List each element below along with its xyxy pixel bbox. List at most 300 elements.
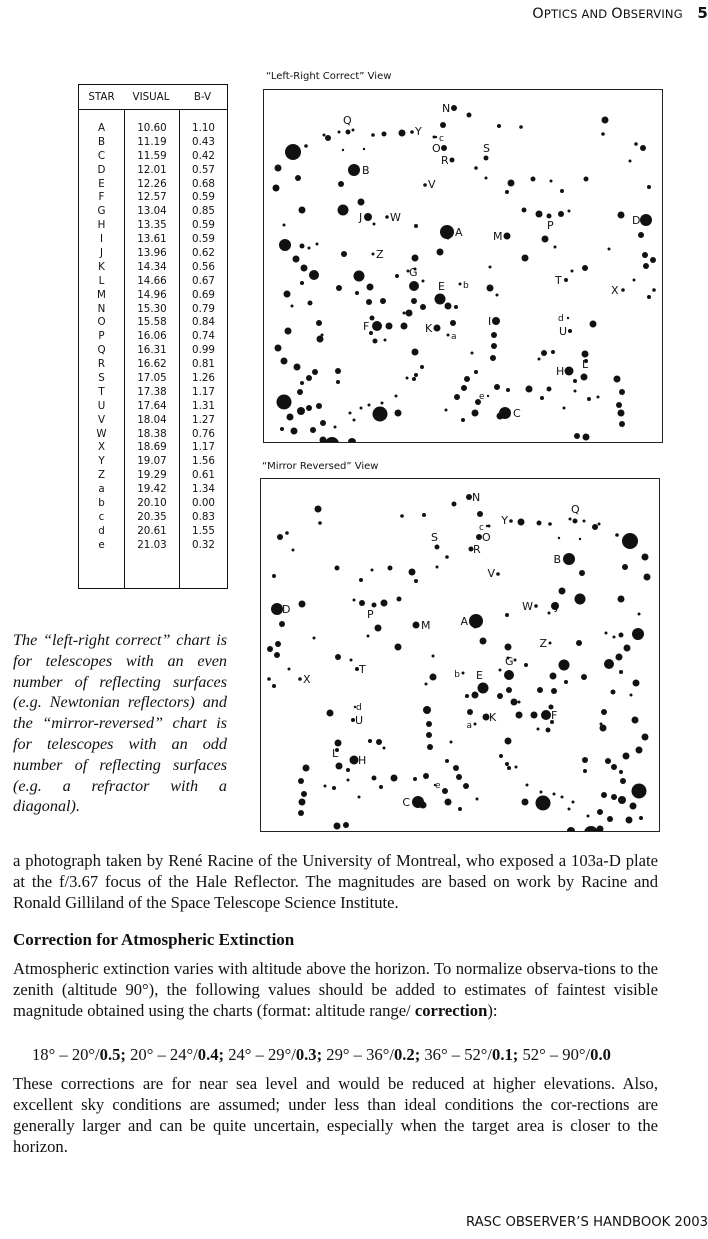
field-star xyxy=(548,612,551,615)
field-star xyxy=(597,826,604,832)
star-label-L: L xyxy=(332,747,339,760)
visual-cell: 13.35 xyxy=(137,219,167,232)
field-star xyxy=(432,655,435,658)
field-star xyxy=(583,520,586,523)
star-label-B: B xyxy=(553,553,561,566)
star-label-R: R xyxy=(441,154,449,167)
field-star xyxy=(515,766,518,769)
field-star xyxy=(426,732,432,738)
field-star xyxy=(373,407,388,422)
star-label-U: U xyxy=(355,714,364,727)
field-star xyxy=(298,810,304,816)
star-D xyxy=(640,214,652,226)
star-label-C: C xyxy=(402,796,410,809)
field-star xyxy=(371,133,375,137)
field-star xyxy=(644,574,651,581)
field-star xyxy=(531,177,536,182)
star-X xyxy=(621,288,625,292)
star-label-P: P xyxy=(367,608,374,621)
field-star xyxy=(453,765,459,771)
field-star xyxy=(454,394,460,400)
field-star xyxy=(336,380,340,384)
field-star xyxy=(395,274,399,278)
field-star xyxy=(522,255,529,262)
star-label-N: N xyxy=(472,491,481,504)
field-star xyxy=(537,687,543,693)
field-star xyxy=(531,712,538,719)
field-star xyxy=(618,596,625,603)
visual-cell: 19.07 xyxy=(137,455,167,468)
field-star xyxy=(563,407,566,410)
running-footer: RASC OBSERVER’S HANDBOOK 2003 xyxy=(466,1215,708,1230)
paragraph-extinction: Atmospheric extinction varies with altitude above the horizon. To normalize observa-tions to the zenith (altitude 90°), the following values should be added to estimates of faintest visible magnitude obtained using the charts (format: altitude range/ correction): xyxy=(13,959,658,1020)
field-star xyxy=(325,135,331,141)
field-star xyxy=(367,284,374,291)
field-star xyxy=(427,744,433,750)
field-star xyxy=(619,670,623,674)
field-star xyxy=(519,125,523,129)
star-label-a: a xyxy=(451,332,457,342)
star-cell: S xyxy=(98,372,105,385)
field-star xyxy=(354,271,365,282)
field-star xyxy=(605,632,608,635)
star-label-I: I xyxy=(426,704,430,717)
star-B xyxy=(563,553,575,565)
field-star xyxy=(597,396,600,399)
bv-cell: 1.34 xyxy=(192,483,215,496)
field-star xyxy=(601,132,605,136)
field-star xyxy=(541,350,547,356)
field-star xyxy=(618,410,625,417)
field-star xyxy=(297,407,305,415)
field-star xyxy=(279,239,291,251)
star-cell: O xyxy=(97,316,106,329)
field-star xyxy=(590,321,597,328)
field-star xyxy=(391,775,398,782)
field-star xyxy=(638,232,644,238)
visual-cell: 13.96 xyxy=(137,247,167,260)
star-label-Y: Y xyxy=(415,125,422,138)
field-star xyxy=(592,524,598,530)
star-label-B: B xyxy=(362,164,370,177)
field-star xyxy=(579,570,585,576)
star-L xyxy=(581,374,588,381)
field-star xyxy=(518,519,525,526)
field-star xyxy=(353,599,356,602)
paragraph-photo-credit: a photograph taken by René Racine of the University of Montreal, who exposed a 103a-D plate at the f/3.67 focus of the Hale Reflector. The magnitudes are based on work by Racine and Ronald Gilliland of the Space Telescope Science Institute. xyxy=(13,851,658,912)
field-star xyxy=(284,291,291,298)
star-X xyxy=(298,677,302,681)
header-visual: VISUAL xyxy=(132,91,170,103)
field-star xyxy=(384,339,387,342)
field-star xyxy=(587,397,591,401)
field-star xyxy=(516,712,523,719)
star-B xyxy=(348,164,360,176)
field-star xyxy=(619,389,625,395)
visual-cell: 17.64 xyxy=(137,399,167,412)
bv-cell: 0.81 xyxy=(192,358,215,371)
field-star xyxy=(575,594,586,605)
field-star xyxy=(381,600,388,607)
field-star xyxy=(316,320,322,326)
field-star xyxy=(632,717,639,724)
star-label-A: A xyxy=(455,226,463,239)
star-label-a: a xyxy=(466,721,472,731)
bv-cell: 1.10 xyxy=(192,122,215,134)
star-G xyxy=(409,281,419,291)
visual-cell: 21.03 xyxy=(137,538,167,551)
field-star xyxy=(338,205,349,216)
field-star xyxy=(414,373,418,377)
field-star xyxy=(300,281,304,285)
field-star xyxy=(634,142,638,146)
star-label-T: T xyxy=(359,663,366,676)
field-star xyxy=(616,654,623,661)
field-star xyxy=(299,601,306,608)
field-star xyxy=(618,796,626,804)
star-cell: B xyxy=(97,135,106,148)
field-star xyxy=(383,747,386,750)
visual-cell: 15.30 xyxy=(137,302,167,315)
field-star xyxy=(505,613,509,617)
correction-item: 29° – 36°/0.2; xyxy=(326,1045,425,1064)
field-star xyxy=(300,381,304,385)
field-star xyxy=(395,644,402,651)
field-star xyxy=(619,770,623,774)
star-chart-mirror-reversed xyxy=(260,478,660,832)
field-star xyxy=(294,364,301,371)
field-star xyxy=(559,588,566,595)
field-star xyxy=(373,223,376,226)
field-star xyxy=(422,513,426,517)
field-star xyxy=(550,673,557,680)
field-star xyxy=(372,776,377,781)
bv-cell: 0.76 xyxy=(192,427,215,440)
field-star xyxy=(551,350,555,354)
field-star xyxy=(499,754,503,758)
field-star xyxy=(285,328,292,335)
field-star xyxy=(471,352,474,355)
field-star xyxy=(620,778,626,784)
correction-item: 24° – 29°/0.3; xyxy=(228,1045,327,1064)
field-star xyxy=(581,674,587,680)
field-star xyxy=(494,384,500,390)
field-star xyxy=(650,257,656,263)
field-star xyxy=(491,343,497,349)
field-star xyxy=(308,301,313,306)
star-F xyxy=(541,710,551,720)
visual-cell: 19.29 xyxy=(137,469,167,482)
field-star xyxy=(619,633,624,638)
field-star xyxy=(352,129,355,132)
field-star xyxy=(560,189,564,193)
star-V xyxy=(496,572,500,576)
field-star xyxy=(616,402,622,408)
star-cell: U xyxy=(97,399,106,412)
field-star xyxy=(388,566,393,571)
star-label-Z: Z xyxy=(376,248,384,261)
star-label-K: K xyxy=(489,711,497,724)
visual-cell: 18.04 xyxy=(137,413,167,426)
field-star xyxy=(445,759,449,763)
star-label-W: W xyxy=(522,600,533,613)
bv-cell: 1.55 xyxy=(192,524,215,537)
field-star xyxy=(619,421,625,427)
star-S xyxy=(484,156,489,161)
bv-cell: 1.56 xyxy=(192,455,215,468)
field-star xyxy=(320,437,327,443)
field-star xyxy=(275,165,282,172)
field-star xyxy=(540,396,544,400)
field-star xyxy=(630,803,637,810)
bv-cell: 0.99 xyxy=(192,344,215,357)
star-P xyxy=(372,603,377,608)
field-star xyxy=(320,420,326,426)
star-label-X: X xyxy=(303,673,311,686)
star-label-E: E xyxy=(476,669,483,682)
field-star xyxy=(642,734,649,741)
field-star xyxy=(576,640,582,646)
star-cell: Y xyxy=(98,455,105,468)
star-F xyxy=(372,321,382,331)
field-star xyxy=(274,652,280,658)
field-star xyxy=(584,826,598,831)
field-star xyxy=(583,434,590,441)
field-star xyxy=(412,255,419,262)
field-star xyxy=(461,385,467,391)
field-star xyxy=(380,298,386,304)
field-star xyxy=(403,312,406,315)
field-star xyxy=(506,388,510,392)
star-W xyxy=(534,604,538,608)
star-cell: V xyxy=(97,413,106,426)
visual-cell: 16.62 xyxy=(137,358,167,371)
correction-item: 52° – 90°/0.0 xyxy=(522,1045,611,1064)
field-star xyxy=(324,785,327,788)
field-star xyxy=(491,332,497,338)
field-star xyxy=(295,175,301,181)
field-star xyxy=(632,628,644,640)
star-cell: Z xyxy=(97,469,106,482)
table-header xyxy=(79,85,227,110)
star-label-K: K xyxy=(425,322,433,335)
star-label-S: S xyxy=(431,531,438,544)
field-star xyxy=(573,379,577,383)
field-star xyxy=(413,777,417,781)
field-star xyxy=(275,641,281,647)
field-star xyxy=(315,506,322,513)
field-star xyxy=(301,265,308,272)
field-star xyxy=(601,709,607,715)
star-cell: c xyxy=(98,510,105,523)
field-star xyxy=(359,578,363,582)
field-star xyxy=(395,395,398,398)
star-H xyxy=(565,367,574,376)
field-star xyxy=(574,433,580,439)
field-star xyxy=(347,779,350,782)
field-star xyxy=(360,407,363,410)
field-star xyxy=(367,635,370,638)
field-star xyxy=(647,185,651,189)
field-star xyxy=(399,130,406,137)
field-star xyxy=(285,144,301,160)
visual-cell: 10.60 xyxy=(137,122,167,134)
star-cell: M xyxy=(97,288,106,301)
field-star xyxy=(452,502,457,507)
header-star: STAR xyxy=(88,91,115,103)
field-star xyxy=(476,798,479,801)
field-star xyxy=(558,537,560,539)
field-star xyxy=(422,280,425,283)
field-star xyxy=(489,266,492,269)
field-star xyxy=(582,757,588,763)
field-star xyxy=(277,395,292,410)
star-K xyxy=(434,325,441,332)
star-cell: L xyxy=(98,274,105,287)
field-star xyxy=(280,427,284,431)
star-J xyxy=(364,213,372,221)
field-star xyxy=(332,786,336,790)
field-star xyxy=(382,132,387,137)
field-star xyxy=(633,680,640,687)
field-star xyxy=(604,659,614,669)
field-star xyxy=(574,390,577,393)
correction-item: 36° – 52°/0.1; xyxy=(424,1045,523,1064)
star-I xyxy=(492,317,500,325)
star-label-F: F xyxy=(551,709,558,722)
visual-cell: 17.05 xyxy=(137,372,167,385)
star-N xyxy=(451,105,457,111)
bv-cell: 0.79 xyxy=(192,302,215,315)
field-star xyxy=(537,728,540,731)
field-star xyxy=(376,739,382,745)
star-label-W: W xyxy=(390,211,401,224)
field-star xyxy=(346,768,350,772)
field-star xyxy=(568,210,571,213)
field-star xyxy=(316,243,319,246)
field-star xyxy=(359,600,365,606)
star-T xyxy=(564,278,568,282)
field-star xyxy=(411,298,417,304)
field-star xyxy=(341,251,347,257)
field-star xyxy=(406,377,409,380)
star-label-O: O xyxy=(482,531,491,544)
star-label-c: c xyxy=(439,134,444,144)
field-star xyxy=(480,638,487,645)
visual-cell: 13.61 xyxy=(137,233,167,246)
star-label-b: b xyxy=(454,670,460,680)
field-star xyxy=(598,523,601,526)
field-star xyxy=(358,796,361,799)
field-star xyxy=(445,303,452,310)
field-star xyxy=(368,404,371,407)
star-label-T: T xyxy=(555,274,562,287)
section-heading: Correction for Atmospheric Extinction xyxy=(13,930,295,949)
field-star xyxy=(618,212,625,219)
star-a xyxy=(474,723,477,726)
star-E xyxy=(478,683,489,694)
field-star xyxy=(505,190,509,194)
field-star xyxy=(607,816,613,822)
field-star xyxy=(342,149,344,151)
star-E xyxy=(435,294,446,305)
star-W xyxy=(385,215,389,219)
field-star xyxy=(301,791,307,797)
field-star xyxy=(485,177,488,180)
bv-cell: 1.31 xyxy=(192,399,215,412)
field-star xyxy=(605,758,611,764)
star-label-J: J xyxy=(359,211,363,224)
star-Y xyxy=(410,130,414,134)
star-Q xyxy=(346,130,351,135)
field-star xyxy=(602,117,609,124)
field-star xyxy=(450,320,456,326)
star-d xyxy=(567,317,569,319)
field-star xyxy=(505,762,509,766)
field-star xyxy=(395,410,402,417)
field-star xyxy=(334,823,341,830)
field-star xyxy=(281,358,288,365)
field-star xyxy=(343,822,349,828)
star-label-E: E xyxy=(438,280,445,293)
field-star xyxy=(554,246,557,249)
field-star xyxy=(622,533,638,549)
star-C xyxy=(499,407,511,419)
field-star xyxy=(349,412,352,415)
star-V xyxy=(423,183,427,187)
field-star xyxy=(514,659,517,662)
field-star xyxy=(425,683,428,686)
field-star xyxy=(600,725,607,732)
section-title: OPTICS AND OBSERVING xyxy=(532,6,683,22)
star-label-X: X xyxy=(611,284,619,297)
field-star xyxy=(430,674,437,681)
field-star xyxy=(547,387,552,392)
star-field-bottom xyxy=(261,479,659,831)
field-star xyxy=(623,753,630,760)
field-star xyxy=(299,207,306,214)
star-label-c: c xyxy=(479,523,484,533)
field-star xyxy=(550,180,553,183)
bv-cell: 0.42 xyxy=(192,149,215,162)
star-label-N: N xyxy=(442,102,451,115)
field-star xyxy=(310,427,316,433)
field-star xyxy=(409,569,416,576)
field-star xyxy=(608,248,611,251)
visual-cell: 12.26 xyxy=(137,177,167,190)
star-label-d: d xyxy=(558,314,564,324)
paragraph-notes: These corrections are for near sea level and would be reduced at higher elevations. Also, excellent sky conditions are assumed; under less than ideal conditions the cor-rections are generally larger and can be quite uncertain, especially when the target area is closer to the horizon. xyxy=(13,1074,658,1156)
field-star xyxy=(522,208,527,213)
correction-item: 18° – 20°/0.5; xyxy=(32,1045,131,1064)
star-cell: Q xyxy=(97,344,106,357)
field-star xyxy=(507,766,511,770)
field-star xyxy=(611,690,616,695)
field-star xyxy=(548,522,552,526)
field-star xyxy=(353,419,356,422)
field-star xyxy=(474,370,478,374)
visual-cell: 20.35 xyxy=(137,510,167,523)
figure-caption: The “left-right correct” chart is for telescopes with an even number of reflecting surfaces (e.g. Newtonian reflectors) and the “mirror-reversed” chart is for telescopes with an odd number of reflecting surfaces (e.g. a refractor with a diagonal). xyxy=(13,631,227,816)
field-star xyxy=(477,511,483,517)
field-star xyxy=(363,148,365,150)
field-star xyxy=(624,645,631,652)
field-star xyxy=(582,265,588,271)
star-label-O: O xyxy=(432,142,441,155)
field-star xyxy=(437,249,444,256)
field-star xyxy=(505,644,512,651)
star-M xyxy=(504,233,511,240)
